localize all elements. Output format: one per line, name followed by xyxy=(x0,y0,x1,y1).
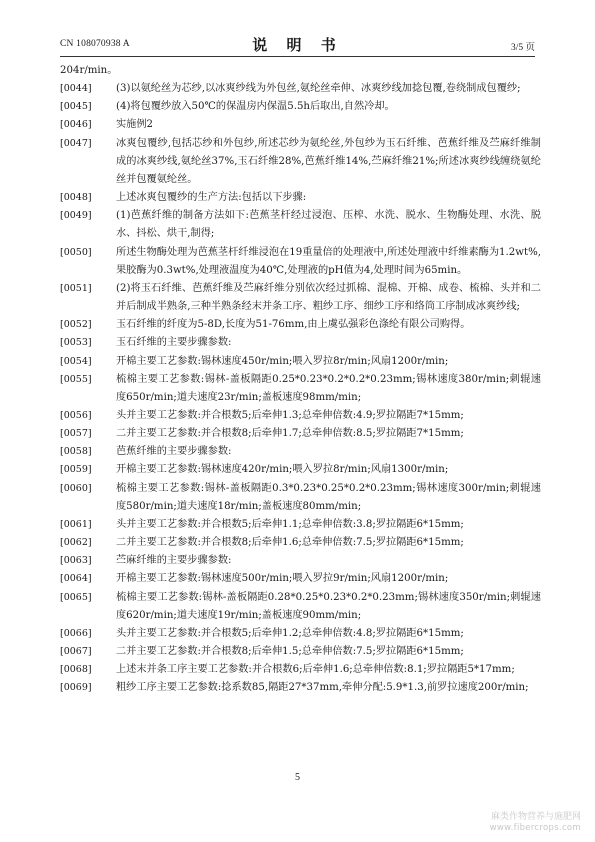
paragraph xyxy=(60,316,541,334)
paragraph-number: [0062] xyxy=(60,537,92,549)
paragraph xyxy=(60,625,541,643)
paragraph xyxy=(60,443,541,461)
paragraph-text: 上述冰爽包覆纱的生产方法:包括以下步骤: xyxy=(116,192,307,204)
paragraph-text: 开棉主要工艺参数:锡林速度450r/min;喂入罗拉8r/min;风扇1200r/min; xyxy=(116,355,449,367)
paragraph-number: [0069] xyxy=(60,682,92,694)
paragraph xyxy=(60,480,541,516)
paragraph-text: 所述生物酶处理为芭蕉茎杆纤维浸泡在19重量倍的处理液中,所述处理液中纤维素酶为1.2wt%,果胶酶为0.3wt%,处理液温度为40℃,处理液的pH值为4,处理时间为65min。 xyxy=(116,246,541,276)
paragraph-number: [0051] xyxy=(60,282,92,294)
paragraph-list xyxy=(60,80,541,697)
paragraph-number: [0047] xyxy=(60,137,92,149)
paragraph-number: [0049] xyxy=(60,210,92,222)
paragraph xyxy=(60,80,541,98)
paragraph xyxy=(60,207,541,243)
paragraph-text: 头并主要工艺参数:并合根数5;后牵伸1.3;总牵伸倍数:4.9;罗拉隔距7*15mm; xyxy=(116,409,464,421)
paragraph-text: 二并主要工艺参数:并合根数8;后牵伸1.6;总牵伸倍数:7.5;罗拉隔距6*15mm; xyxy=(116,537,464,549)
page-indicator: 3/5 页 xyxy=(510,43,535,53)
paragraph-number: [0046] xyxy=(60,119,92,131)
paragraph-number: [0053] xyxy=(60,337,92,349)
paragraph-number: [0056] xyxy=(60,409,92,421)
description-body xyxy=(60,62,541,697)
paragraph-text: (4)将包覆纱放入50℃的保温房内保温5.5h后取出,自然冷却。 xyxy=(116,101,395,113)
paragraph-text: 玉石纤维的主要步骤参数: xyxy=(116,337,232,349)
paragraph-text: 玉石纤维的纤度为5-8D,长度为51-76mm,由上虞弘强彩色涤纶有限公司购得。 xyxy=(116,319,471,331)
paragraph xyxy=(60,589,541,625)
paragraph-number: [0067] xyxy=(60,646,92,657)
watermark xyxy=(490,812,581,834)
paragraph-number: [0066] xyxy=(60,627,92,639)
paragraph xyxy=(60,570,541,588)
paragraph-number: [0044] xyxy=(60,83,92,95)
paragraph-text: 上述末并条工序主要工艺参数:并合根数6;后牵伸1.6;总牵伸倍数:8.1;罗拉隔距5*17mm; xyxy=(116,664,515,676)
paragraph-number: [0058] xyxy=(60,446,92,458)
paragraph-text: 头并主要工艺参数:并合根数5;后牵伸1.2;总牵伸倍数:4.8;罗拉隔距6*15mm; xyxy=(116,627,464,639)
paragraph xyxy=(60,407,541,425)
paragraph-number: [0052] xyxy=(60,319,92,331)
paragraph-number: [0054] xyxy=(60,355,92,367)
paragraph-number: [0063] xyxy=(60,555,92,567)
watermark-url: www.fibercrops.com xyxy=(489,823,581,833)
page-number: 5 xyxy=(295,772,300,783)
paragraph-number: [0068] xyxy=(60,664,92,676)
paragraph-number: [0064] xyxy=(60,573,92,585)
paragraph-text: 梳棉主要工艺参数:锡林-盖板隔距0.28*0.25*0.23*0.2*0.23mm;锡林速度350r/min;刺辊速度620r/min;道夫速度19r/min;盖板速度90mm/min; xyxy=(116,591,541,621)
continuation-text: 204r/min。 xyxy=(60,65,118,76)
paragraph-text: 苎麻纤维的主要步骤参数: xyxy=(116,555,232,567)
paragraph-number: [0048] xyxy=(60,192,92,204)
paragraph-text: 二并主要工艺参数:并合根数8;后牵伸1.5;总牵伸倍数:7.5;罗拉隔距6*15mm; xyxy=(116,646,464,657)
paragraph xyxy=(60,189,541,207)
paragraph-number: [0045] xyxy=(60,101,92,113)
paragraph-text: 梳棉主要工艺参数:锡林-盖板隔距0.25*0.23*0.2*0.2*0.23mm;锡林速度380r/min;刺辊速度650r/min;道夫速度23r/min;盖板速度98mm/min; xyxy=(116,373,541,403)
paragraph xyxy=(60,461,541,479)
paragraph xyxy=(60,643,541,661)
paragraph xyxy=(60,334,541,352)
paragraph xyxy=(60,135,541,189)
paragraph xyxy=(60,353,541,371)
paragraph-text: 开棉主要工艺参数:锡林速度420r/min;喂入罗拉8r/min;风扇1300r/min; xyxy=(116,464,449,476)
paragraph xyxy=(60,661,541,679)
paragraph xyxy=(60,116,541,134)
paragraph-text: (2)将玉石纤维、芭蕉纤维及苎麻纤维分别依次经过抓棉、混棉、开棉、成卷、梳棉、头并和二并后制成半熟条,三种半熟条经末并条工序、粗纱工序、细纱工序和络筒工序制成冰爽纱线; xyxy=(116,282,541,313)
paragraph-text: 二并主要工艺参数:并合根数8;后牵伸1.7;总牵伸倍数:8.5;罗拉隔距7*15mm; xyxy=(116,428,464,440)
paragraph-text: (3)以氨纶丝为芯纱,以冰爽纱线为外包丝,氨纶丝牵伸、冰爽纱线加捻包覆,卷绕制成包覆纱; xyxy=(116,83,521,95)
paragraph-number: [0055] xyxy=(60,373,92,385)
patent-number: CN 108070938 A xyxy=(60,39,130,49)
page-header xyxy=(60,34,535,57)
paragraph xyxy=(60,244,541,280)
paragraph xyxy=(60,534,541,552)
paragraph-text: 冰爽包覆纱,包括芯纱和外包纱,所述芯纱为氨纶丝,外包纱为玉石纤维、芭蕉纤维及苎麻纤维制成的冰爽纱线,氨纶丝37%,玉石纤维28%,芭蕉纤维14%,苎麻纤维21%;所述冰爽纱线缠绕氨纶丝并包覆氨纶丝。 xyxy=(116,137,541,185)
watermark-site-name: 麻类作物营养与施肥网 xyxy=(490,812,581,822)
paragraph-text: 实施例2 xyxy=(116,119,154,131)
paragraph xyxy=(60,371,541,407)
paragraph xyxy=(60,98,541,116)
paragraph-text: 梳棉主要工艺参数:锡林-盖板隔距0.3*0.23*0.25*0.2*0.23mm;锡林速度300r/min;刺辊速度580r/min;道夫速度18r/min;盖板速度80mm/min; xyxy=(116,482,541,512)
paragraph-number: [0061] xyxy=(60,518,92,530)
paragraph xyxy=(60,552,541,570)
paragraph-text: 头并主要工艺参数:并合根数5;后牵伸1.1;总牵伸倍数:3.8;罗拉隔距6*15mm; xyxy=(116,518,464,530)
paragraph xyxy=(60,679,541,697)
paragraph-text: 芭蕉纤维的主要步骤参数: xyxy=(116,446,232,458)
paragraph-text: 粗纱工序主要工艺参数:捻系数85,隔距27*37mm,牵伸分配:5.9*1.3,前罗拉速度200r/min; xyxy=(116,682,529,694)
paragraph-text: (1)芭蕉纤维的制备方法如下:芭蕉茎杆经过浸泡、压榨、水洗、脱水、生物酶处理、水洗、脱水、抖松、烘干,制得; xyxy=(116,210,541,240)
paragraph xyxy=(60,280,541,316)
paragraph xyxy=(60,516,541,534)
paragraph-number: [0060] xyxy=(60,482,92,494)
paragraph-number: [0065] xyxy=(60,591,92,603)
paragraph-number: [0059] xyxy=(60,464,92,476)
paragraph-text: 开棉主要工艺参数:锡林速度500r/min;喂入罗拉9r/min;风扇1200r/min; xyxy=(116,573,449,585)
paragraph xyxy=(60,425,541,443)
paragraph-number: [0057] xyxy=(60,428,92,440)
paragraph-number: [0050] xyxy=(60,246,92,258)
document-title: 说 明 书 xyxy=(252,36,343,54)
